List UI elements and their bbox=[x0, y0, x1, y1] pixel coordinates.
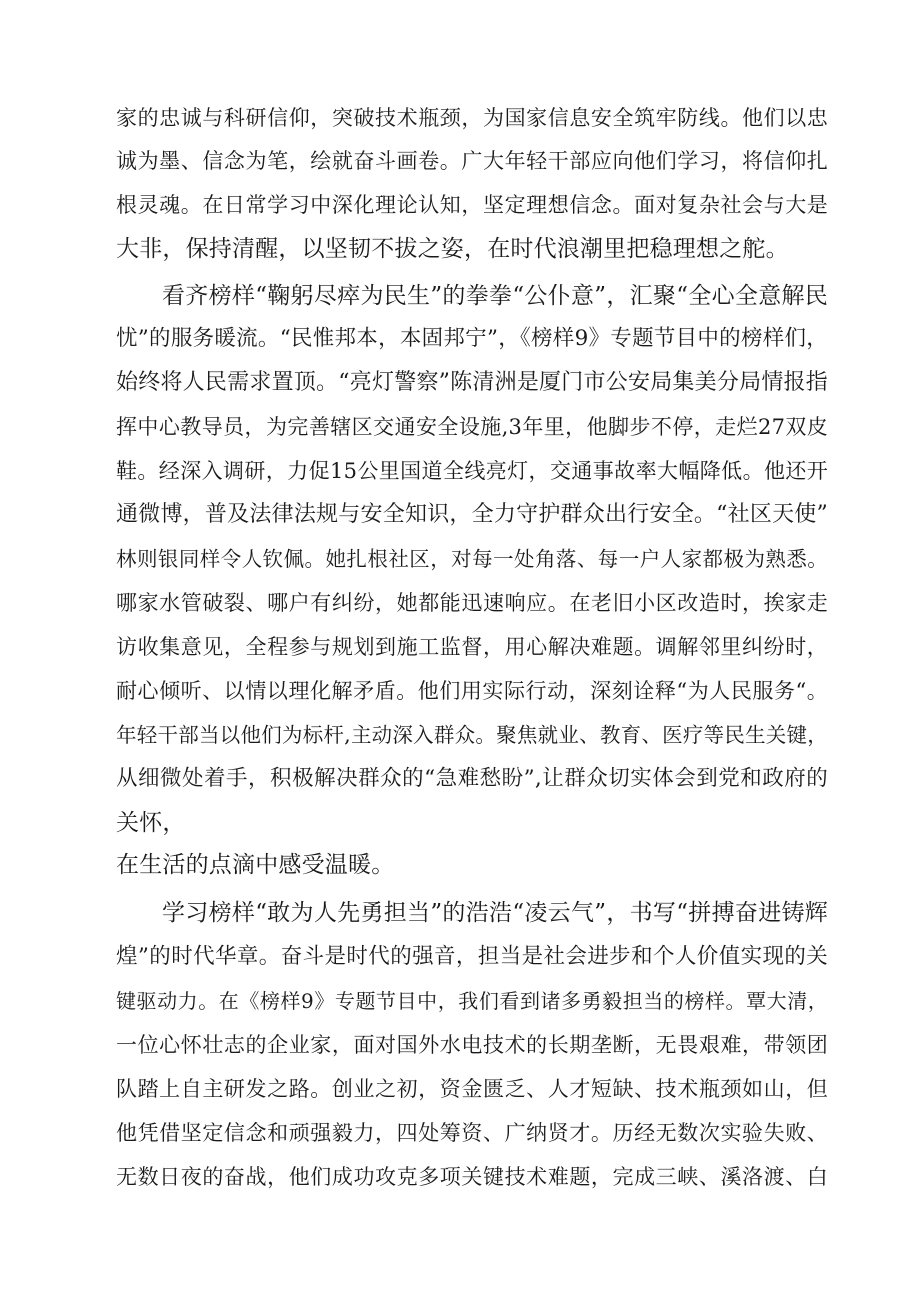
text-line: 访收集意见，全程参与规划到施工监督，用心解决难题。调解邻里纠纷时， bbox=[116, 635, 828, 659]
text-line: 他凭借坚定信念和顽强毅力，四处筹资、广纳贤才。历经无数次实验失败、 bbox=[116, 1121, 828, 1145]
text-line: 诚为墨、信念为笔，绘就奋斗画卷。广大年轻干部应向他们学习，将信仰扎 bbox=[116, 149, 828, 173]
text-line: 鞋。经深入调研，力促15公里国道全线亮灯，交通事故率大幅降低。他还开 bbox=[116, 459, 828, 483]
text-line: 一位心怀壮志的企业家，面对国外水电技术的长期垄断，无畏艰难，带领团 bbox=[116, 1033, 828, 1057]
text-line: 关怀， bbox=[116, 810, 186, 836]
paragraph-first-line: 学习榜样“敢为人先勇担当”的浩浩“凌云气”，书写“拼搏奋进铸辉 bbox=[162, 900, 828, 926]
text-line: 年轻干部当以他们为标杆,主动深入群众。聚焦就业、教育、医疗等民生关键， bbox=[116, 723, 828, 747]
text-line: 始终将人民需求置顶。“亮灯警察”陈清洲是厦门市公安局集美分局情报指 bbox=[116, 370, 828, 395]
text-line: 家的忠诚与科研信仰，突破技术瓶颈，为国家信息安全筑牢防线。他们以忠 bbox=[116, 106, 828, 130]
text-line: 大非，保持清醒，以坚韧不拔之姿，在时代浪潮里把稳理想之舵。 bbox=[116, 236, 789, 262]
text-line: 队踏上自主研发之路。创业之初，资金匮乏、人才短缺、技术瓶颈如山，但 bbox=[116, 1077, 828, 1101]
text-line: 哪家水管破裂、哪户有纠纷，她都能迅速响应。在老旧小区改造时，挨家走 bbox=[116, 591, 828, 615]
text-line: 从细微处着手，积极解决群众的“急难愁盼”,让群众切实体会到党和政府的 bbox=[116, 766, 828, 791]
text-line: 挥中心教导员，为完善辖区交通安全设施,3年里，他脚步不停，走烂27双皮 bbox=[116, 415, 828, 439]
text-line: 键驱动力。在《榜样9》专题节目中，我们看到诸多勇毅担当的榜样。覃大清， bbox=[116, 989, 828, 1013]
text-line: 根灵魂。在日常学习中深化理论认知，坚定理想信念。面对复杂社会与大是 bbox=[116, 193, 828, 217]
text-line: 在生活的点滴中感受温暖。 bbox=[116, 852, 395, 878]
text-line: 无数日夜的奋战，他们成功攻克多项关键技术难题，完成三峡、溪洛渡、白 bbox=[116, 1165, 828, 1189]
text-line: 通微博，普及法律法规与安全知识，全力守护群众出行安全。“社区天使” bbox=[116, 502, 828, 527]
text-line: 林则银同样令人钦佩。她扎根社区，对每一处角落、每一户人家都极为熟悉。 bbox=[116, 547, 828, 571]
paragraph-first-line: 看齐榜样“鞠躬尽瘁为民生”的拳拳“公仆意”，汇聚“全心全意解民 bbox=[162, 283, 828, 309]
text-line: 耐心倾听、以情以理化解矛盾。他们用实际行动，深刻诠释“为人民服务“。 bbox=[116, 679, 828, 703]
text-line: 煌”的时代华章。奋斗是时代的强音，担当是社会进步和个人价值实现的关 bbox=[116, 944, 828, 969]
text-line: 忧”的服务暖流。“民惟邦本，本固邦宁”，《榜样9》专题节目中的榜样们， bbox=[116, 326, 828, 351]
